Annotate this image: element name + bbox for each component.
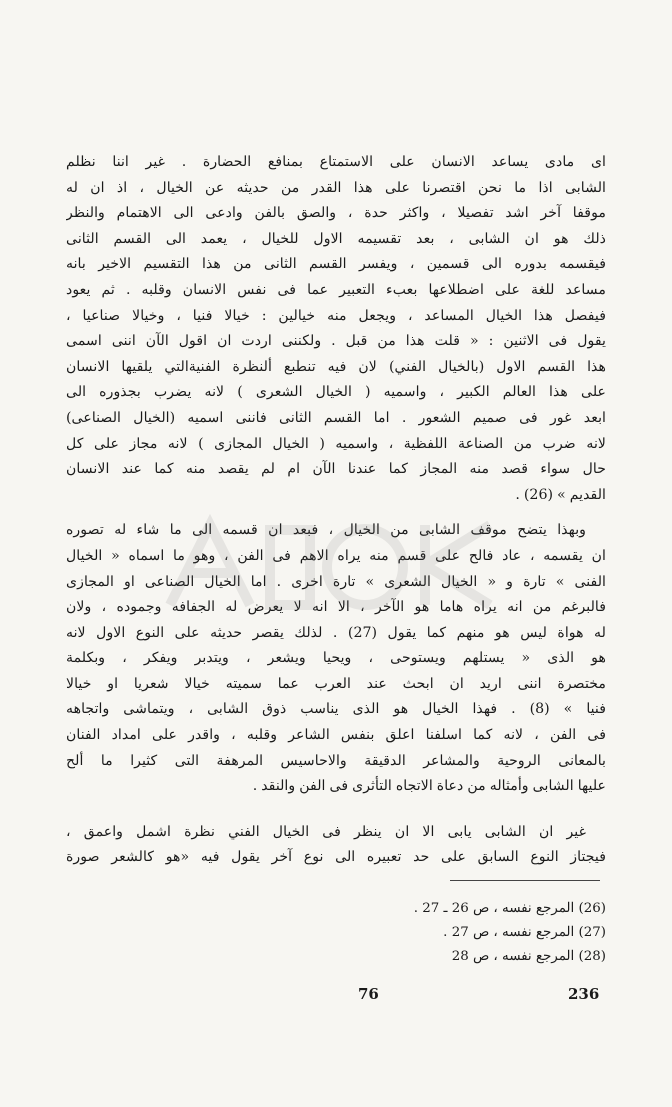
text-line: له هواة ليس هو منهم كما يقول (27) . لذلك يقصر حديثه على النوع الاول لانه <box>66 624 606 641</box>
text-line: فالبرغم من انه يراه هاما هو الآخر ، الا انه لا يعرض له الجفافه وجموده ، ولان <box>66 599 606 616</box>
text-line: ابعد غور فى صميم الشعور . اما القسم الثانى فاننى اسميه (الخيال الصناعى) <box>66 409 606 426</box>
text-line: هو الذى « يستلهم ويستوحى ، ويحيا ويشعر ، ويتدبر ويفكر ، وبكلمة <box>66 650 606 667</box>
footnote-28: (28) المرجع نفسه ، ص 28 <box>451 949 606 964</box>
text-line: ذلك هو ان الشابى ، بعد تقسيمه الاول للخيال ، يعمد الى القسم الثانى <box>66 230 606 247</box>
text-line: اى مادى يساعد الانسان على الاستمتاع بمنافع الحضارة . غير اننا نظلم <box>66 154 606 170</box>
text-line: لانه ضرب من الصناعة اللفظية ، واسميه ( الخيال المجازى ) لانه مجاز على كل <box>66 435 606 452</box>
text-line: فيفصل هذا الخيال المساعد ، ويجعل منه خيالين : خيالا فنيا ، وخيالا صناعيا ، <box>66 307 606 324</box>
page-number-right: 236 <box>568 985 600 1003</box>
text-line: فنيا » (8) . فهذا الخيال هو الذى يناسب ذوق الشابى ، ويتماشى واتجاهه <box>66 701 606 718</box>
text-line: مختصرة اننى اريد ان ابحث عند العرب عما سميته خيالا شعريا او خيالا <box>66 675 606 692</box>
text-line: عليها الشابى وأمثاله من دعاة الاتجاه التأثرى فى الفن والنقد . <box>252 778 606 795</box>
text-line: حال سواء قصد منه المجاز كما عندنا الآن ام لم يقصد منه كما عند الانسان <box>66 461 606 478</box>
page-body <box>66 150 606 871</box>
text-line: فى الفن ، لانه كما اسلفنا اعلق بنفس الشاعر وقلبه ، واقدر على امداد الفنان <box>66 727 606 744</box>
text-line: يقول فى الاثنين : « قلت هذا من قبل . ولكننى اردت ان اقول الآن اننى اسمى <box>66 333 606 350</box>
paragraph-2 <box>66 518 606 800</box>
text-line: القديم » (26) . <box>515 486 606 503</box>
text-line: هذا القسم الاول (بالخيال الفني) لان فيه تنطبع ألنظرة الفنيةالتي يلقيها الانسان <box>66 358 606 375</box>
text-line: موقفا آخر اشد تفصيلا ، واكثر حدة ، والصق بالفن وادعى الى الاهتمام والنظر <box>66 205 606 222</box>
footnotes <box>414 897 606 969</box>
footnote-divider <box>450 880 600 881</box>
text-line: على هذا العالم الكبير ، واسميه ( الخيال الشعرى ) لانه يضرب بجذوره الى <box>66 384 606 401</box>
footnote-27: (27) المرجع نفسه ، ص 27 . <box>443 925 606 940</box>
page-number-center: 76 <box>358 985 379 1003</box>
text-line: مساعد للغة على اضطلاعها بعبء التعبير عما فى نفس الانسان وقلبه . ثم يعود <box>66 281 606 298</box>
text-line: الشابى اذا ما نحن اقتصرنا على هذا القدر من حديثه عن الخيال ، اذ ان له <box>66 179 606 196</box>
text-line: بالمعانى الروحية والمشاعر الدقيقة والاحاسيس المرهفة التى كثيرا ما ألح <box>66 752 606 769</box>
text-line: وبهذا يتضح موقف الشابى من الخيال ، فبعد ان قسمه الى ما شاء له تصوره <box>66 522 586 539</box>
footnote-26: (26) المرجع نفسه ، ص 26 ـ 27 . <box>413 901 606 916</box>
paragraph-3 <box>66 820 606 871</box>
paragraph-1 <box>66 150 606 508</box>
text-line: ان يقسمه ، عاد فالح على قسم منه يراه الاهم فى الفن ، وهو ما اسماه « الخيال <box>66 547 606 564</box>
text-line: الفنى » تارة و « الخيال الشعرى » تارة اخرى . اما الخيال الصناعى او المجازى <box>66 573 606 590</box>
text-line: غير ان الشابى يابى الا ان ينظر فى الخيال الفني نظرة اشمل واعمق ، <box>66 823 586 840</box>
text-line: فيقسمه بدوره الى قسمين ، ويفسر القسم الثانى من هذا التقسيم الاخير بانه <box>66 256 606 273</box>
text-line: فيجتاز النوع السابق على حد تعبيره الى نوع آخر يقول فيه «هو كالشعر صورة <box>66 849 606 866</box>
